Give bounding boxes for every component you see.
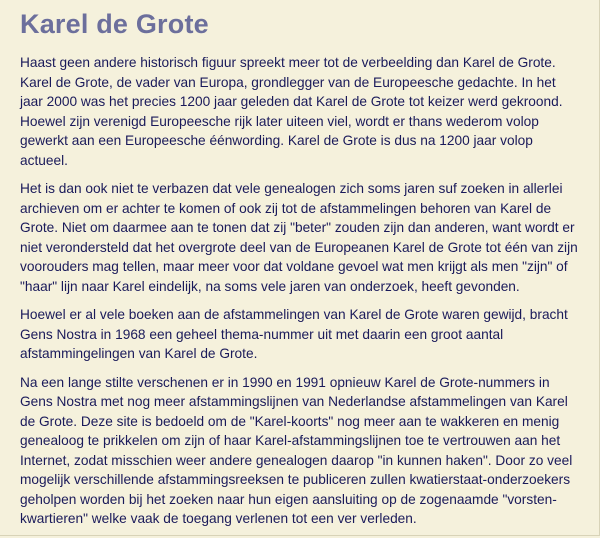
paragraph-intro: Haast geen andere historisch figuur spreekt meer tot de verbeelding dan Karel de Grote. Karel de Grote, de vader van Europa, grondlegger van de Europeesche gedachte. In het jaar 2000 was het precies 1200 jaar geleden dat Karel de Grote tot keizer werd gekroond. Hoewel zijn verenigd Europeesche rijk later uiteen viel, wordt er thans wederom volop gewerkt aan een Europeesche éénwording. Karel de Grote is dus na 1200 jaar volop actueel. — [20, 55, 563, 168]
paragraph-genealogists: Het is dan ook niet te verbazen dat vele genealogen zich soms jaren suf zoeken in allerlei archieven om er achter te komen of ook zij tot de afstammelingen behoren van Karel de Grote. Niet om daarmee aan te tonen dat zij "beter" zouden zijn dan anderen, want wordt er niet verondersteld dat het overgrote deel van de Europeanen Karel de Grote tot één van zijn voorouders mag tellen, maar meer voor dat voldane gevoel wat men krijgt als men "zijn" of "haar" lijn naar Karel eindelijk, na soms vele jaren van onderzoek, heeft gevonden. — [20, 181, 578, 294]
article-body — [20, 53, 582, 538]
paragraph-gens-nostra-1968: Hoewel er al vele boeken aan de afstammelingen van Karel de Grote waren gewijd, bracht Gens Nostra in 1968 een geheel thema-nummer uit met daarin een groot aantal afstammingelingen van Karel de Grote. — [20, 307, 568, 361]
paragraph-site-purpose: Na een lange stilte verschenen er in 1990 en 1991 opnieuw Karel de Grote-nummers in Gens Nostra met nog meer afstammingslijnen van Nederlandse afstammelingen van Karel de Grote. Deze site is bedoeld om de "Karel-koorts" nog meer aan te wakkeren en menig genealoog te prikkelen om zijn of haar Karel-afstammingslijnen toe te vertrouwen aan het Internet, zodat misschien weer andere genealogen daarop "in kunnen haken". Door zo veel mogelijk verschillende afstammingsreeksen te publiceren zullen kwatierstaat-onderzoekers geholpen worden bij het zoeken naar hun eigen aansluiting op de zogenaamde "vorsten-kwartieren" welke vaak de toegang verlenen tot een ver verleden. — [20, 374, 573, 526]
page-title: Karel de Grote — [20, 9, 209, 39]
